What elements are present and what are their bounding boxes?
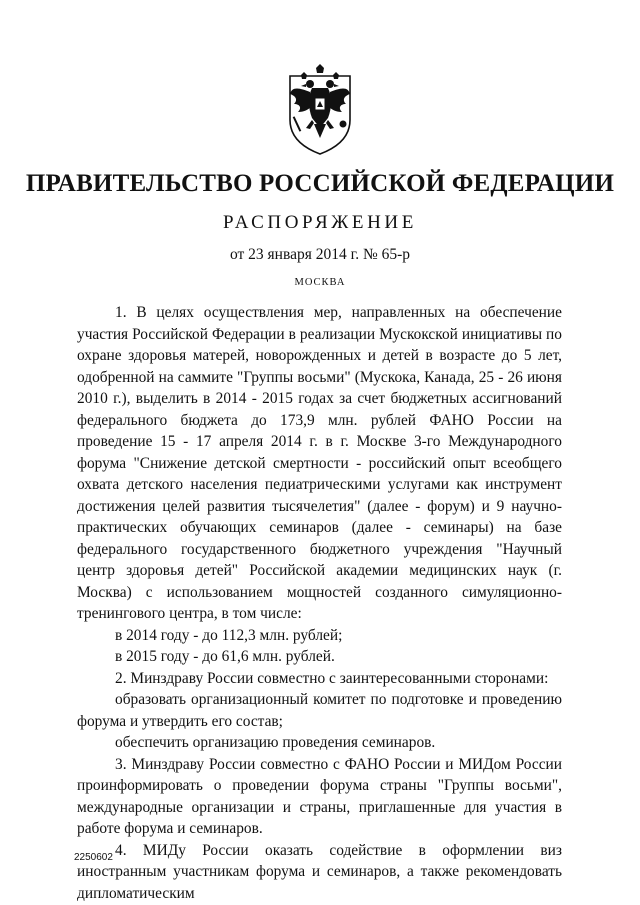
paragraph-2-item-committee: образовать организационный комитет по подготовке и проведению форума и утвердить его состав; (77, 691, 562, 730)
document-code: 2250602 (74, 852, 113, 863)
document-date-number: от 23 января 2014 г. № 65-р (229, 246, 411, 263)
document-type: РАСПОРЯЖЕНИЕ (223, 212, 417, 233)
document-body (77, 302, 562, 904)
paragraph-1-item-2015: в 2015 году - до 61,6 млн. рублей. (115, 648, 335, 665)
paragraph-4: 4. МИДу России оказать содействие в оформлении виз иностранным участникам форума и семинаров, а также рекомендовать дипломатическим (77, 841, 562, 902)
paragraph-1-item-2014: в 2014 году - до 112,3 млн. рублей; (115, 626, 343, 644)
coat-of-arms-icon (272, 62, 368, 158)
government-title: ПРАВИТЕЛЬСТВО РОССИЙСКОЙ ФЕДЕРАЦИИ (25, 170, 615, 197)
paragraph-2-item-seminars: обеспечить организацию проведения семинаров. (115, 734, 436, 751)
paragraph-2: 2. Минздраву России совместно с заинтересованными сторонами: (115, 669, 549, 687)
document-city: МОСКВА (294, 277, 346, 288)
paragraph-1: 1. В целях осуществления мер, направленных на обеспечение участия Российской Федерации в реализации Мускокской инициативы по охране здоровья матерей, новорожденных и детей в возрасте до 5 лет, одобренной на саммите "Группы восьми" (Мускока, Канада, 25 - 26 июня 2010 г.), выделить в 2014 - 2015 годах за счет бюджетных ассигнований федерального бюджета до 173,9 млн. рублей ФАНО России на проведение 15 - 17 апреля 2014 г. в г. Москве 3-го Международного форума "Снижение детской смертности - российский опыт всеобщего охвата детского населения педиатрическими услугами как инструмент достижения целей развития тысячелетия" (далее - форум) и 9 научно-практических обучающих семинаров (далее - семинары) на базе федерального государственного бюджетного учреждения "Научный центр здоровья детей" Российской академии медицинских наук (г. Москва) с использованием мощностей созданного симуляционно-тренингового центра, в том числе: (77, 304, 562, 622)
paragraph-3: 3. Минздраву России совместно с ФАНО России и МИДом России проинформировать о проведении форума страны "Группы восьми", международные организации и страны, приглашенные для участия в работе форума и семинаров. (77, 755, 562, 837)
